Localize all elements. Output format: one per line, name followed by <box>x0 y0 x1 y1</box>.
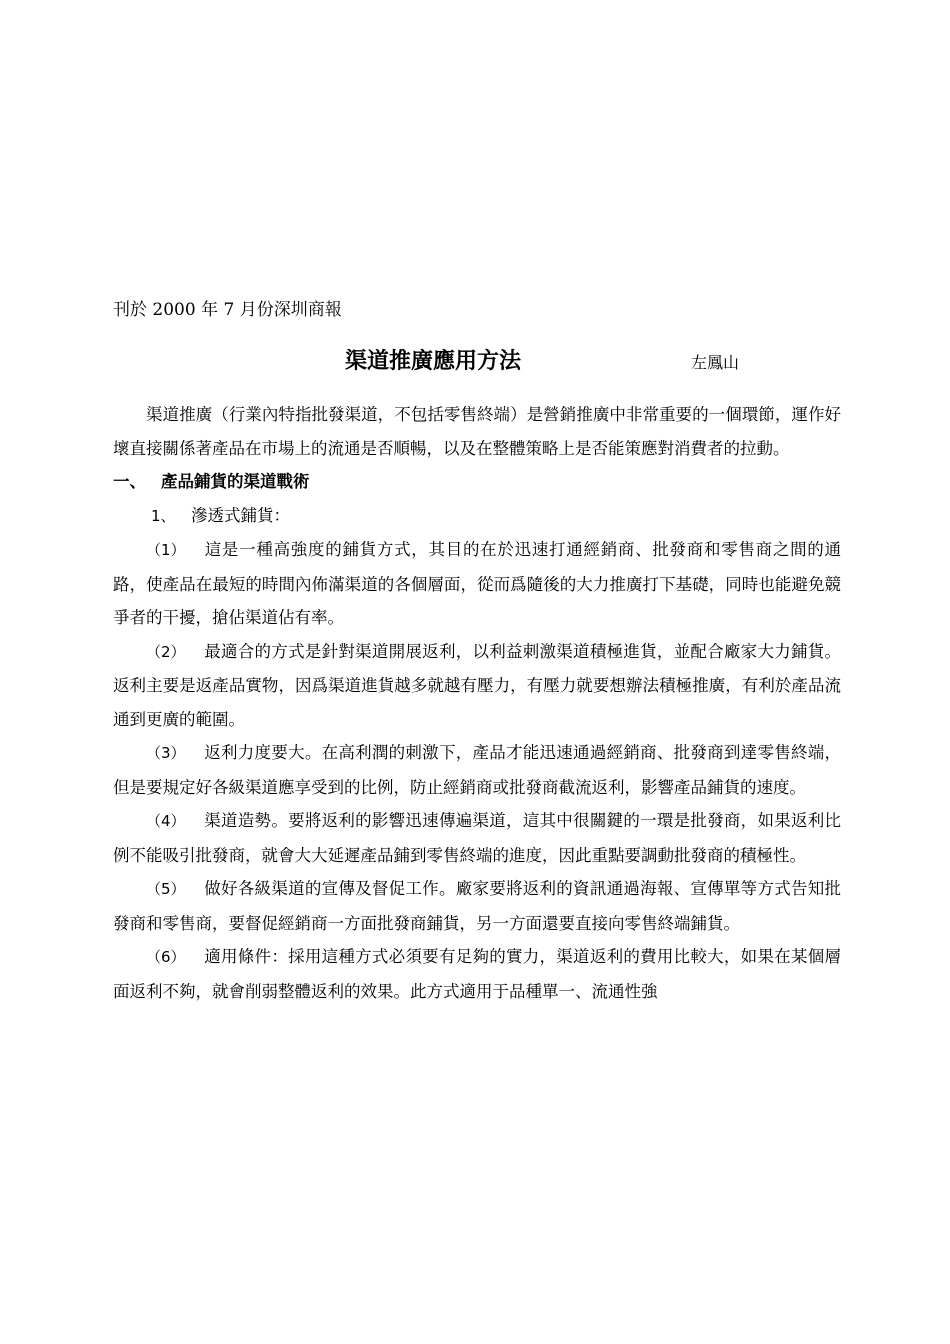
list-item <box>113 635 841 737</box>
list-item <box>113 736 841 804</box>
list-item <box>113 533 841 635</box>
item-number: （1） <box>146 541 186 559</box>
list-item <box>113 804 841 872</box>
subsection-number: 1、 <box>151 506 176 525</box>
item-number: （2） <box>146 642 186 661</box>
item-number: （4） <box>146 812 186 830</box>
item-text: 渠道造勢。要將返利的影響迅速傳遍渠道，這其中很關鍵的一環是批發商，如果返利比例不能吸引批發商，就會大大延遲產品鋪到零售終端的進度，因此重點要調動批發商的積極性。 <box>113 811 841 865</box>
item-number: （3） <box>146 744 186 762</box>
subsection-title: 滲透式鋪貨： <box>191 505 290 525</box>
intro-paragraph: 渠道推廣（行業內特指批發渠道，不包括零售終端）是營銷推廣中非常重要的一個環節，運作好壞直接關係著產品在市場上的流通是否順暢，以及在整體策略上是否能策應對消費者的拉動。 <box>113 405 841 458</box>
title-row <box>113 346 841 378</box>
document-title: 渠道推廣應用方法 <box>345 348 522 374</box>
item-number: （6） <box>146 948 186 966</box>
item-number: （5） <box>146 880 186 898</box>
document-body <box>113 398 841 1008</box>
list-item <box>113 940 841 1008</box>
section-heading <box>113 465 841 499</box>
source-line: 刊於 2000 年 7 月份深圳商報 <box>113 300 342 320</box>
item-text: 這是一種高強度的鋪貨方式，其目的在於迅速打通經銷商、批發商和零售商之間的通路，使產品在最短的時間內佈滿渠道的各個層面，從而爲隨後的大力推廣打下基礎，同時也能避免競爭者的干擾，搶佔渠道佔有率。 <box>113 540 841 627</box>
list-item <box>113 872 841 940</box>
author-name: 左鳳山 <box>691 353 740 372</box>
item-text: 適用條件：採用這種方式必須要有足夠的實力，渠道返利的費用比較大，如果在某個層面返利不夠，就會削弱整體返利的效果。此方式適用于品種單一、流通性強 <box>113 947 841 1001</box>
subsection-heading <box>113 499 841 534</box>
section-title: 產品鋪貨的渠道戰術 <box>161 472 310 491</box>
item-text: 最適合的方式是針對渠道開展返利，以利益刺激渠道積極進貨，並配合廠家大力鋪貨。返利主要是返產品實物，因爲渠道進貨越多就越有壓力，有壓力就要想辦法積極推廣，有利於產品流通到更廣的範圍。 <box>113 641 841 729</box>
item-text: 返利力度要大。在高利潤的刺激下，產品才能迅速通過經銷商、批發商到達零售終端，但是要規定好各級渠道應享受到的比例，防止經銷商或批發商截流返利，影響產品鋪貨的速度。 <box>113 743 841 797</box>
item-text: 做好各級渠道的宣傳及督促工作。廠家要將返利的資訊通過海報、宣傳單等方式告知批發商和零售商，要督促經銷商一方面批發商鋪貨，另一方面還要直接向零售終端鋪貨。 <box>113 879 841 933</box>
section-number: 一、 <box>113 472 146 491</box>
